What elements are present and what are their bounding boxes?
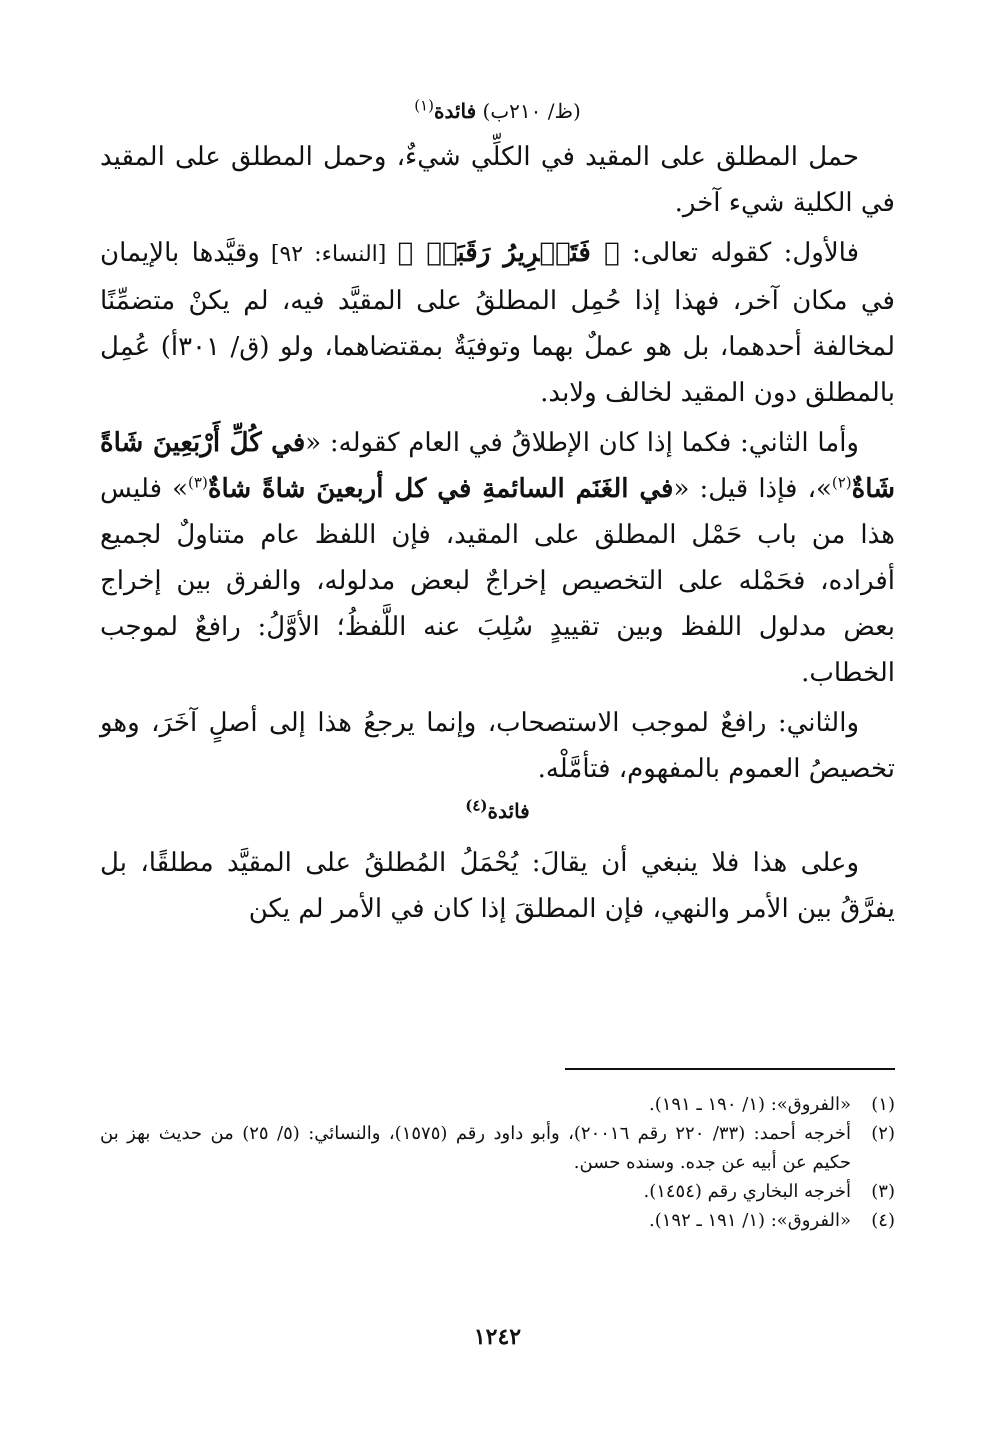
footnote-marker: (٤) — [465, 796, 488, 815]
paragraph-2 — [100, 230, 895, 416]
footnote — [100, 1177, 895, 1206]
page-number: ١٢٤٢ — [473, 1324, 522, 1350]
footnote — [100, 1119, 895, 1177]
main-text — [100, 96, 895, 936]
paragraph-3 — [100, 420, 895, 696]
footnote-text: «الفروق»: (١/ ١٩٠ ـ ١٩١). — [649, 1094, 851, 1115]
footnotes — [100, 1090, 895, 1235]
footnote-number: (١) — [871, 1094, 895, 1115]
footnote-number: (٤) — [871, 1210, 895, 1231]
paragraph-3-start: وأما الثاني: فكما إذا كان الإطلاقُ في العام كقوله: « — [305, 428, 859, 458]
footnote-separator — [565, 1068, 895, 1070]
quran-verse: ﴿ فَتَحۡرِيرُ رَقَبَةٖ ﴾ — [397, 238, 620, 268]
hadith-quote-1: في كُلِّ أَرْبَعِينَ شَاةً شَاةٌ — [100, 428, 895, 504]
paragraph-4: والثاني: رافعٌ لموجب الاستصحاب، وإنما يرجعُ هذا إلى أصلٍ آخَرَ، وهو تخصيصُ العموم بالمفهوم، فتأمَّلْه. — [100, 708, 895, 784]
hadith-quote-2: في الغَنَم السائمةِ في كل أربعينَ شاةً شاةٌ — [207, 474, 674, 504]
paragraph-2-start: فالأول: كقوله تعالى: — [619, 238, 860, 268]
section-heading-2 — [100, 796, 895, 826]
paragraph-3-end: » فليس هذا من باب حَمْل المطلق على المقيد، فإن اللفظ عام متناولٌ لجميع أفراده، فحَمْله على التخصيص إخراجٌ لبعض مدلوله، والفرق بين إخراج بعض مدلول اللفظ وبين تقييدٍ سُلِبَ عنه اللَّفظُ؛ الأوَّلُ: رافعٌ لموجب الخطاب. — [100, 474, 895, 688]
paragraph-5: وعلى هذا فلا ينبغي أن يقالَ: يُحْمَلُ المُطلقُ على المقيَّد مطلقًا، بل يفرَّقُ بين الأمر والنهي، فإن المطلقَ إذا كان في الأمر لم يكن — [100, 848, 895, 924]
verse-reference: [النساء: ٩٢] — [259, 242, 398, 267]
footnote — [100, 1206, 895, 1235]
paragraph-1: حمل المطلق على المقيد في الكلِّي شيءٌ، وحمل المطلق على المقيد في الكلية شيء آخر. — [100, 142, 895, 218]
section-heading — [100, 96, 895, 126]
footnote — [100, 1090, 895, 1119]
footnote-text: أخرجه أحمد: (٣٣/ ٢٢٠ رقم ٢٠٠١٦)، وأبو داود رقم (١٥٧٥)، والنسائي: (٥/ ٢٥) من حديث بهز بن حكيم عن أبيه عن جده. وسنده حسن. — [100, 1123, 851, 1173]
footnote-marker: (٣) — [188, 473, 208, 492]
heading-2-title: فائدة — [487, 799, 530, 823]
footnote-number: (٢) — [871, 1123, 895, 1144]
paragraph-2-end: وقيَّدها بالإيمان في مكان آخر، فهذا إذا حُمِل المطلقُ على المقيَّد فيه، لم يكنْ متضمِّنًا لمخالفة أحدهما، بل هو عملٌ بهما وتوفيَةٌ بمقتضاهما، ولو (ق/ ٣٠١أ) عُمِل بالمطلق دون المقيد لخالف ولابد. — [100, 238, 895, 408]
manuscript-ref: (ظ/ ٢١٠ب) — [482, 99, 581, 123]
footnote-text: أخرجه البخاري رقم (١٤٥٤). — [643, 1181, 851, 1202]
paragraph-3-mid: »، فإذا قيل: « — [673, 474, 832, 504]
footnote-marker: (١) — [414, 96, 434, 115]
footnote-marker: (٢) — [831, 473, 852, 492]
footnote-number: (٣) — [871, 1181, 895, 1202]
footnote-text: «الفروق»: (١/ ١٩١ ـ ١٩٢). — [649, 1210, 851, 1231]
heading-title: فائدة — [433, 99, 477, 123]
